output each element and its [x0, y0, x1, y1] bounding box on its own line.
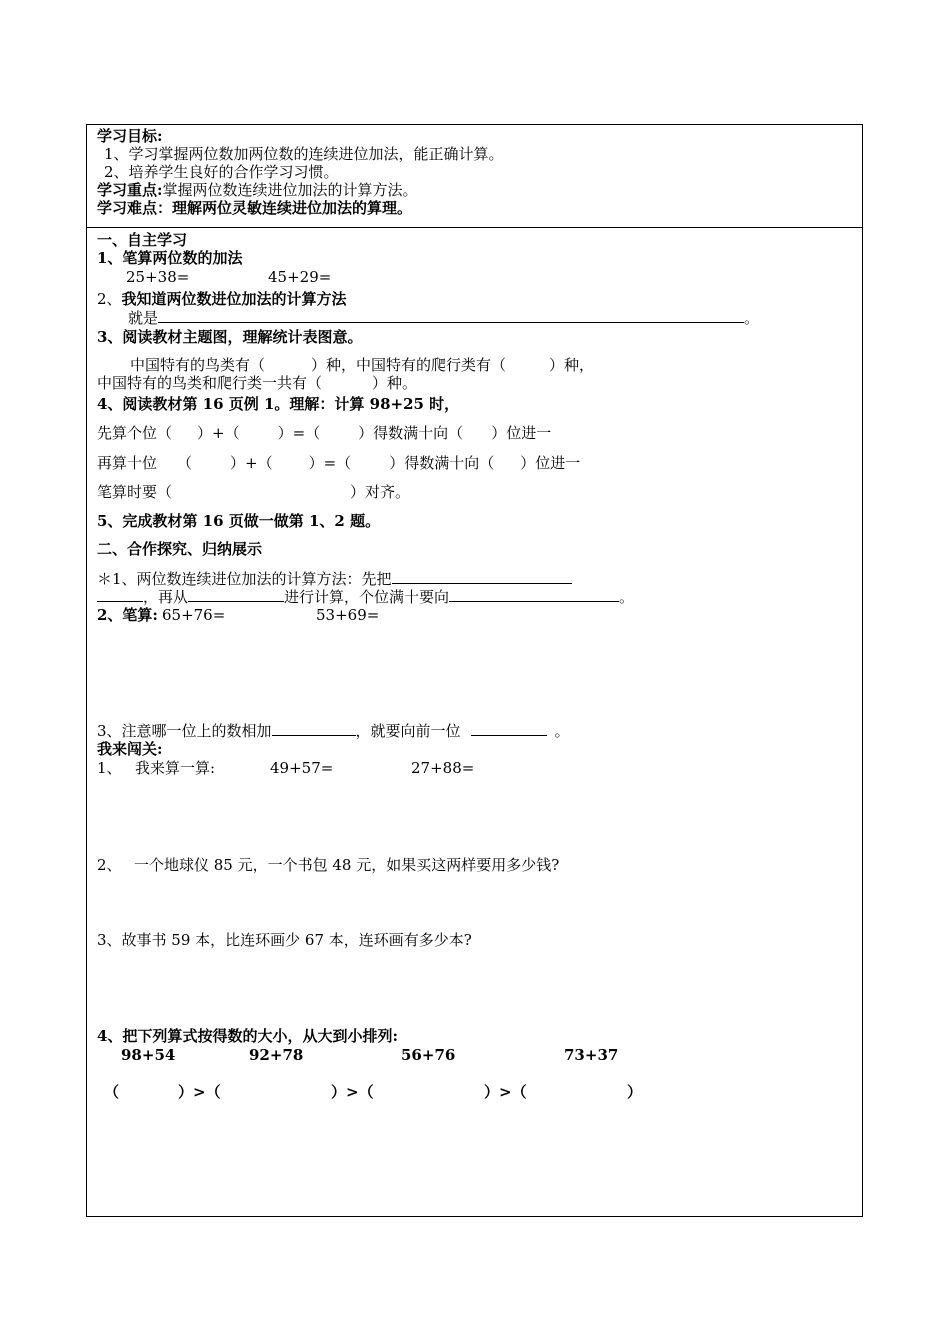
c1-line-1	[97, 569, 572, 588]
q4-line3-part: 笔算时要（	[97, 483, 173, 501]
q4-line2-part: ）位进一	[520, 454, 581, 472]
q3-title: 3、阅读教材主题图，理解统计表图意。	[97, 328, 363, 346]
q4-line2-part: ）=（	[308, 454, 352, 472]
q4-line1-part: ）位进一	[491, 424, 552, 442]
p3-text: 3、故事书 59 本，比连环画少 67 本，连环画有多少本?	[97, 931, 472, 949]
c1-blank-1-cont[interactable]	[97, 587, 143, 602]
p4-title: 4、把下列算式按得数的大小，从大到小排列:	[97, 1027, 398, 1045]
q4-line2-part: ）得数满十向（	[389, 454, 495, 472]
c1-blank-3[interactable]	[449, 587, 619, 602]
q4-line-1	[97, 424, 551, 442]
c3-blank-1[interactable]	[272, 721, 356, 736]
c1-blank-2[interactable]	[188, 587, 284, 602]
p1-expr-2: 27+88=	[411, 759, 475, 777]
q1-title: 1、笔算两位数的加法	[97, 249, 243, 267]
q4-line2-part: （	[177, 454, 193, 472]
q4-line-3	[97, 483, 410, 501]
q4-line1-part: ）得数满十向（	[358, 424, 464, 442]
p4-order-part: ）	[627, 1083, 643, 1101]
p4-expr: 56+76	[401, 1046, 456, 1064]
c1-text-c: 进行计算，个位满十要向	[284, 588, 450, 606]
q4-line2-part: ）+（	[230, 454, 273, 472]
c1-blank-1[interactable]	[392, 569, 572, 584]
q1-expr-1: 25+38=	[126, 268, 190, 286]
focus-text: 掌握两位数连续进位加法的计算方法。	[162, 181, 418, 199]
q4-line3-part: ）对齐。	[350, 483, 411, 501]
c2-line	[97, 606, 225, 624]
p1-text: 我来算一算:	[135, 759, 216, 777]
q2-answer-line	[128, 308, 759, 327]
goal-item-1: 1、学习掌握两位数加两位数的连续进位加法，能正确计算。	[104, 145, 504, 163]
difficulty-line: 学习难点：理解两位灵敏连续进位加法的算理。	[97, 199, 413, 217]
q3-line1-c: ）种，	[549, 356, 595, 374]
q3-line2-b: ）种。	[372, 374, 418, 392]
goals-heading: 学习目标:	[97, 127, 163, 145]
q3-line1-b: ）种，中国特有的爬行类有（	[311, 356, 507, 374]
q1-expr-2: 45+29=	[268, 268, 332, 286]
q4-line1-part: ）+（	[197, 424, 240, 442]
p1-number: 1、	[97, 759, 122, 777]
p4-expr: 73+37	[564, 1046, 619, 1064]
q2-title: 我知道两位数进位加法的计算方法	[121, 290, 347, 308]
p4-order-part: ）>（	[484, 1083, 527, 1101]
q4-line1-part: 先算个位（	[97, 424, 173, 442]
cooperate-heading: 二、合作探究、归纳展示	[97, 540, 263, 558]
p2-number: 2、	[97, 856, 122, 874]
p1-expr-1: 49+57=	[270, 759, 334, 777]
q2-title-line	[97, 290, 347, 308]
c3-end: 。	[554, 722, 570, 740]
q2-end: 。	[744, 309, 760, 327]
p4-order-part: （	[104, 1083, 120, 1101]
p4-expr: 92+78	[249, 1046, 304, 1064]
q5-title: 5、完成教材第 16 页做一做第 1、2 题。	[97, 512, 381, 530]
self-study-heading: 一、自主学习	[97, 231, 188, 249]
c3-line	[97, 721, 570, 740]
q4-title: 4、阅读教材第 16 页例 1。理解：计算 98+25 时，	[97, 395, 460, 413]
section-divider	[86, 227, 863, 228]
q4-line1-part: ）=（	[277, 424, 321, 442]
worksheet-frame	[86, 124, 863, 1217]
c3-blank-2[interactable]	[471, 721, 547, 736]
focus-line	[97, 181, 418, 199]
q3-line1-a: 中国特有的鸟类有（	[130, 356, 266, 374]
c1-end: 。	[619, 588, 635, 606]
focus-label: 学习重点:	[97, 181, 163, 199]
c1-text-a: ＊1、两位数连续进位加法的计算方法：先把	[97, 570, 392, 588]
q2-answer-blank[interactable]	[158, 308, 744, 323]
q3-line2-a: 中国特有的鸟类和爬行类一共有（	[97, 374, 323, 392]
q2-prefix: 就是	[128, 309, 159, 327]
c2-expr-2: 53+69=	[316, 606, 380, 624]
q3-line-2	[97, 374, 417, 392]
p4-order-part: ）>（	[178, 1083, 221, 1101]
p4-expr: 98+54	[121, 1046, 176, 1064]
p2-text: 一个地球仪 85 元，一个书包 48 元，如果买这两样要用多少钱?	[134, 856, 560, 874]
q2-number: 2、	[97, 290, 122, 308]
c1-text-b: ，再从	[143, 588, 189, 606]
c1-line-2	[97, 587, 634, 606]
c2-expr-1: 65+76=	[161, 606, 226, 624]
challenge-heading: 我来闯关:	[97, 740, 163, 758]
c3-text-b: ，就要向前一位	[355, 722, 461, 740]
q3-line-1	[130, 356, 594, 374]
c3-text-a: 3、注意哪一位上的数相加	[97, 722, 272, 740]
c2-label: 2、笔算:	[97, 606, 158, 624]
goal-item-2: 2、培养学生良好的合作学习习惯。	[104, 163, 339, 181]
q4-line2-part: 再算十位	[97, 454, 158, 472]
q4-line-2	[97, 454, 580, 472]
p4-order-part: ）>（	[331, 1083, 374, 1101]
